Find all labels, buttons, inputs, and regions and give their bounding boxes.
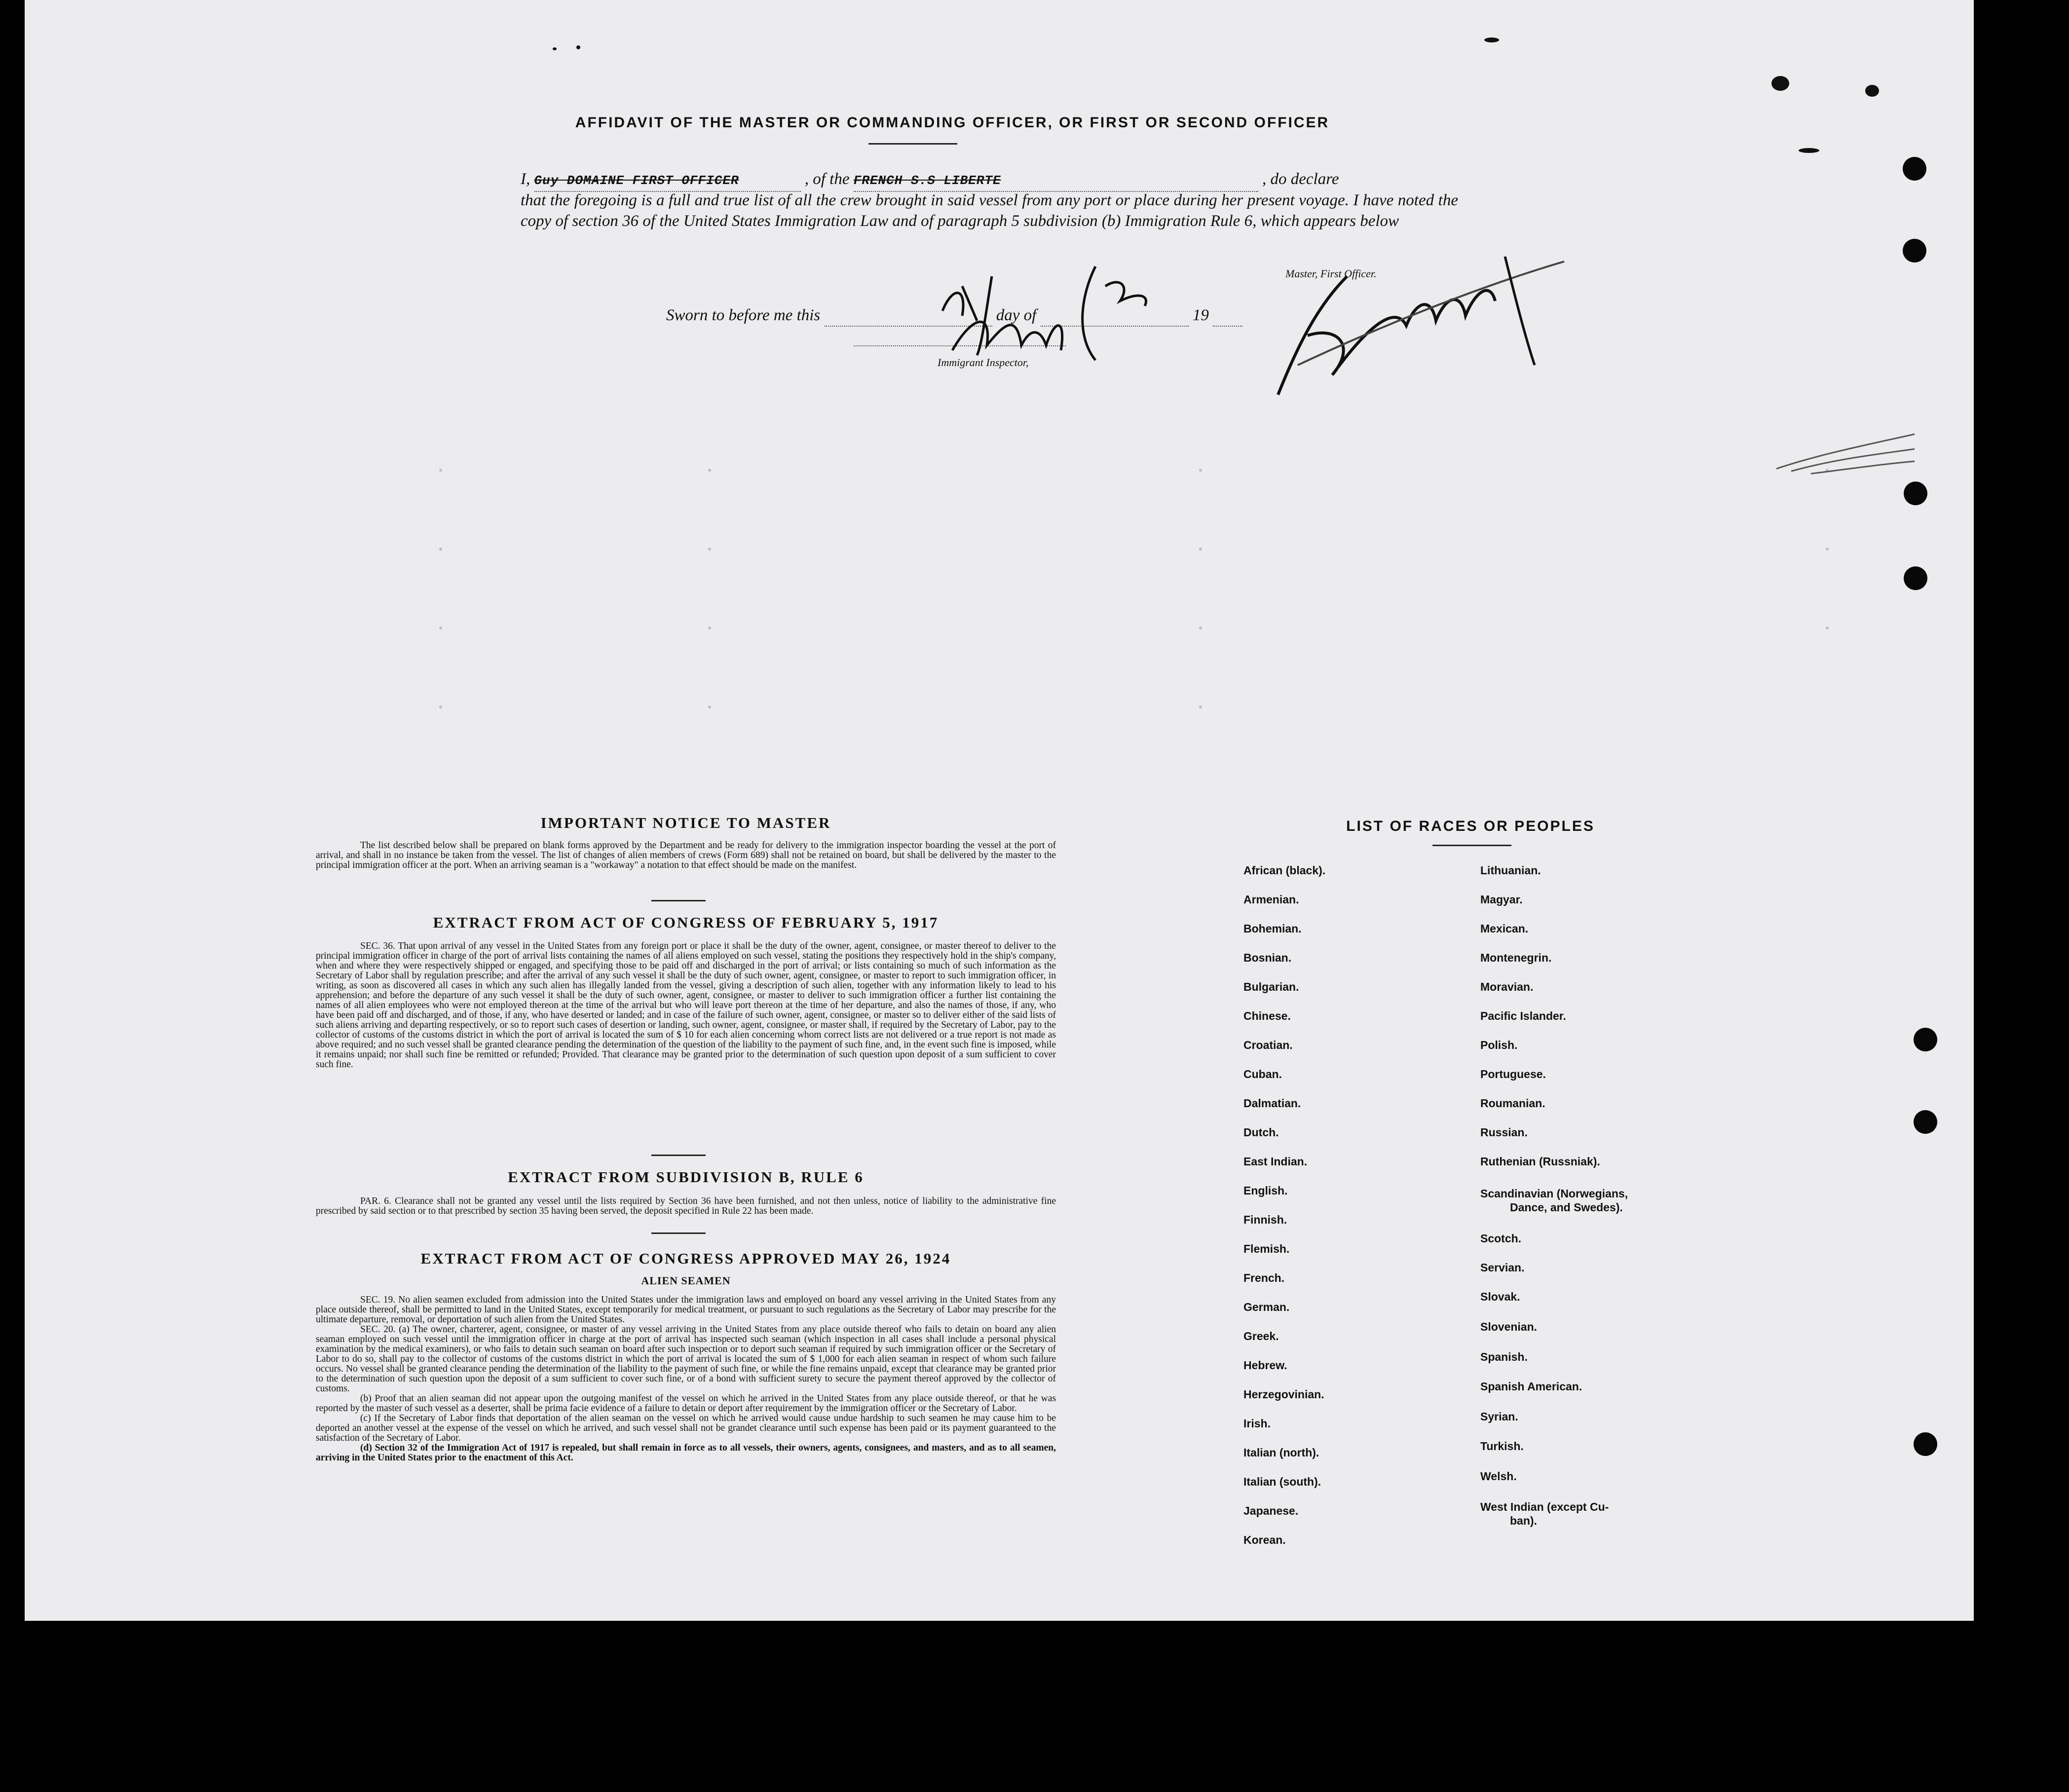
race-right-item: Servian. [1480, 1261, 1525, 1274]
binder-hole [1914, 1028, 1937, 1051]
race-left-item: Irish. [1243, 1417, 1271, 1430]
race-left-item: Italian (north). [1243, 1446, 1319, 1459]
margin-dot [439, 706, 442, 709]
alien-seamen-subtitle: ALIEN SEAMEN [641, 1274, 731, 1287]
margin-dot [439, 627, 442, 630]
race-left-item: English. [1243, 1184, 1288, 1197]
race-right-item: Pacific Islander. [1480, 1009, 1566, 1022]
race-left-item: Bosnian. [1243, 951, 1292, 964]
race-left-item: Croatian. [1243, 1039, 1293, 1051]
ink-speck [553, 47, 557, 50]
race-left-item: Bulgarian. [1243, 980, 1299, 993]
race-right-item: Montenegrin. [1480, 951, 1552, 964]
title-underline [868, 143, 957, 145]
handwritten-officer-signature [1258, 247, 1579, 405]
ink-speck [1865, 85, 1879, 97]
race-left-item: Hebrew. [1243, 1359, 1287, 1372]
race-left-item: Chinese. [1243, 1009, 1291, 1022]
race-right-item: Spanish American. [1480, 1380, 1582, 1393]
officer-name: Guy DOMAINE FIRST OFFICER [534, 173, 739, 188]
margin-dot [439, 469, 442, 472]
race-right-item: Portuguese. [1480, 1068, 1546, 1081]
inspector-label: Immigrant Inspector, [938, 356, 1029, 369]
extract-1924-title: EXTRACT FROM ACT OF CONGRESS APPROVED MAY 26, 1924 [420, 1250, 951, 1267]
subdivision-text [316, 1196, 1056, 1216]
officer-signature-label: Master, First Officer. [1285, 267, 1377, 280]
margin-dot [1199, 469, 1202, 472]
binder-hole [1904, 482, 1927, 505]
binder-hole [1903, 239, 1926, 262]
affidavit-title: AFFIDAVIT OF THE MASTER OR COMMANDING OFFICER, OR FIRST OR SECOND OFFICER [575, 114, 1330, 131]
handwritten-day-signature [933, 257, 1160, 370]
margin-dot [708, 627, 711, 630]
pencil-marks [1771, 424, 1919, 484]
race-left-item: Dutch. [1243, 1126, 1279, 1139]
section-20b-paragraph: (b) Proof that an alien seaman did not appear upon the outgoing manifest of the vessel on which he arrived in the United States from any place outside thereof, or that he was reported by the master of such vessel as a deserter, shall be prima facie evidence of a failure to detain or deport after requirement by the immigration officer or the Secretary of Labor. [316, 1393, 1056, 1414]
race-right-item: Ruthenian (Russniak). [1480, 1155, 1600, 1168]
declaration-body: that the foregoing is a full and true list of all the crew brought in said vessel from any port or place during her present voyage. I have noted the copy of section 36 of the United States Immigration Law and of paragraph 5 subdivision (b) Immigration Rule 6, which appears below [521, 191, 1458, 230]
sworn-before-label: Sworn to before me this [666, 306, 821, 324]
notice-text [316, 841, 1056, 870]
declaration-do-declare: , do declare [1262, 170, 1339, 188]
sworn-year-field [1213, 305, 1242, 327]
day-of-label: day of [996, 306, 1037, 324]
race-left-item: German. [1243, 1301, 1290, 1313]
race-left-item: Dalmatian. [1243, 1097, 1301, 1110]
race-right-item: Syrian. [1480, 1410, 1518, 1423]
section-36-paragraph: SEC. 36. That upon arrival of any vessel in the United States from any foreign port or place it shall be the duty of the owner, agent, consignee, or master thereof to deliver to the principal immigration officer in charge of the port of arrival lists containing the names of all aliens employed on such vessel, stating the positions they respectively hold in the ship's company, when and where they were respectively shipped or engaged, and specifying those to be paid off and discharged in the port of arrival; or lists containing so much of such information as the Secretary of Labor shall by regulation prescribe; and after the arrival of any such vessel it shall be the duty of such owner, agent, consignee, or master to report to such immigration officer, in writing, as soon as discovered all cases in which any such alien has illegally landed from the vessel, giving a description of such alien, together with any information likely to lead to his apprehension; and before the departure of any such vessel it shall be the duty of such owner, agent, consignee, or master to deliver to such immigration officer a further list containing the names of all alien employees who were not employed thereon at the time of the arrival but who will leave port thereon at the time of her departure, and also the names of those, if any, who have been paid off and discharged, and of those, if any, who have deserted or landed; and in case of the failure of such owner, agent, consignee, or master so to deliver either of the said lists of such aliens arriving and departing respectively, or so to report such cases of desertion or landing, such owner, agent, consignee, or master shall, if required by the Secretary of Labor, pay to the collector of customs of the customs district in which the port of arrival is located the sum of $ 10 for each alien concerning whom correct lists are not delivered or a true report is not made as above required; and no such vessel shall be granted clearance pending the determination of the question of the liability to the payment of such fine, and, in the event such fine is imposed, while it remains unpaid; nor shall such fine be remitted or refunded; Provided. That clearance may be granted prior to the determination of such question upon deposit of a sum sufficient to cover such fine. [316, 941, 1056, 1070]
race-left-item: French. [1243, 1271, 1285, 1284]
race-left-item: Herzegovinian. [1243, 1388, 1324, 1401]
race-right-item: Spanish. [1480, 1350, 1528, 1363]
margin-dot [1199, 627, 1202, 630]
race-right-item: Magyar. [1480, 893, 1523, 906]
race-right-item: Lithuanian. [1480, 864, 1541, 877]
binder-hole [1914, 1110, 1937, 1134]
race-right-item: Polish. [1480, 1039, 1518, 1051]
margin-dot [439, 548, 442, 551]
margin-dot [708, 469, 711, 472]
binder-hole [1904, 566, 1927, 590]
section-19-paragraph: SEC. 19. No alien seamen excluded from admission into the United States under the immigration laws and employed on board any vessel arriving in the United States from any place outside thereof, shall be permitted to land in the United States, except temporarily for medical treatment, or pursuant to such regulations as the Secretary of Labor may prescribe for the ultimate departure, removal, or deportation of such alien from the United States. [316, 1295, 1056, 1325]
race-right-item: Moravian. [1480, 980, 1534, 993]
notice-title: IMPORTANT NOTICE TO MASTER [540, 814, 831, 831]
race-right-item: Mexican. [1480, 922, 1529, 935]
subdivision-title: EXTRACT FROM SUBDIVISION B, RULE 6 [508, 1168, 864, 1186]
ink-speck [1799, 148, 1819, 153]
ink-speck [576, 45, 580, 49]
document-sheet [25, 0, 1974, 1621]
race-left-item: Armenian. [1243, 893, 1299, 906]
race-right-item: Slovak. [1480, 1290, 1520, 1303]
ink-speck [1771, 76, 1789, 91]
race-right-item: Dance, and Swedes). [1510, 1201, 1623, 1214]
declaration-of-the: , of the [804, 170, 850, 188]
race-left-item: African (black). [1243, 864, 1326, 877]
section-20c-paragraph: (c) If the Secretary of Labor finds that deportation of the alien seaman on the vessel on which he arrived would cause undue hardship to such seamen he may cause him to be deported an another vessel at the expense of the vessel on which he arrived, and such vessel shall not be grandet clearance until such expense has been paid or its payment guaranteed to the satisfaction of the Secretary of Labor. [316, 1413, 1056, 1443]
extract-1917-text [316, 941, 1056, 1070]
race-right-item: Welsh. [1480, 1470, 1517, 1483]
margin-dot [1826, 627, 1829, 630]
race-right-item: Scotch. [1480, 1232, 1522, 1245]
officer-name-field [534, 169, 801, 192]
extract-1924-text [316, 1295, 1056, 1463]
race-right-item: West Indian (except Cu- [1480, 1500, 1609, 1513]
race-left-item: Flemish. [1243, 1242, 1290, 1255]
race-left-item: Finnish. [1243, 1213, 1287, 1226]
race-right-item: Slovenian. [1480, 1320, 1538, 1333]
race-right-item: ban). [1510, 1514, 1537, 1527]
race-right-item: Roumanian. [1480, 1097, 1545, 1110]
margin-dot [708, 548, 711, 551]
margin-dot [708, 706, 711, 709]
race-right-item: Turkish. [1480, 1440, 1524, 1453]
notice-paragraph: The list described below shall be prepared on blank forms approved by the Department and be ready for delivery to the immigration inspector boarding the vessel at the port of arrival, and shall in no instance be taken from the vessel. The list of changes of alien members of crews (Form 689) shall not be retained on board, but shall be delivered by the master to the principal immigration officer at the port. When an arriving seaman is a "workaway" a notation to that effect should be made on the manifest. [316, 840, 1056, 870]
margin-dot [1826, 548, 1829, 551]
declaration-line [521, 169, 1458, 192]
section-rule [651, 1155, 706, 1156]
vessel-name: FRENCH S.S LIBERTE [853, 173, 1001, 188]
extract-1917-title: EXTRACT FROM ACT OF CONGRESS OF FEBRUARY 5, 1917 [433, 914, 939, 931]
ink-speck [1484, 37, 1499, 42]
race-left-item: Bohemian. [1243, 922, 1302, 935]
race-right-item: Scandinavian (Norwegians, [1480, 1187, 1628, 1200]
paragraph-6: PAR. 6. Clearance shall not be granted any vessel until the lists required by Section 36 have been furnished, and not then unless, notice of liability to the administrative fine prescribed by said section or to that prescribed by section 35 having been served, the deposit specified in Rule 22 has been made. [316, 1196, 1056, 1216]
binder-hole [1914, 1432, 1937, 1456]
section-20d-paragraph: (d) Section 32 of the Immigration Act of 1917 is repealed, but shall remain in force as to all vessels, their owners, agents, consignees, and masters, and as to all seamen, arriving in the United States prior to the enactment of this Act. [316, 1443, 1056, 1463]
year-prefix: 19 [1192, 306, 1209, 324]
race-right-item: Russian. [1480, 1126, 1528, 1139]
race-left-item: Cuban. [1243, 1068, 1282, 1081]
races-title-underline [1432, 845, 1511, 846]
declaration-i: I, [521, 170, 530, 188]
margin-dot [1199, 706, 1202, 709]
races-title: LIST OF RACES OR PEOPLES [1346, 818, 1595, 834]
section-rule [651, 1232, 706, 1234]
section-20a-paragraph: SEC. 20. (a) The owner, charterer, agent, consignee, or master of any vessel arriving in the United States from any place outside thereof who fails to detain on board any alien seaman employed on such vessel until the immigration officer in charge at the port of arrival has inspected such seaman (which inspection in all cases shall include a personal physical examination by the medical examiners), or who fails to detain such seaman on board after such inspection or to deport such seaman if required by such immigration officer or the Secretary of Labor to do so, shall pay to the collector of customs of the customs district in which the port of arrival is located the sum of $ 1,000 for each alien seaman in respect of whom such failure occurs. No vessel shall be granted clearance pending the determination of the liability to the payment of such fine, or while the fine remains unpaid, except that clearance may be granted prior to the determination of such question upon the deposit of a sum sufficient to cover such fine, or of a bond with sufficient surety to secure the payment thereof approved by the collector of customs. [316, 1324, 1056, 1394]
race-left-item: East Indian. [1243, 1155, 1308, 1168]
race-left-item: Korean. [1243, 1533, 1286, 1546]
section-rule [651, 900, 706, 901]
race-left-item: Italian (south). [1243, 1475, 1321, 1488]
vessel-name-field [854, 169, 1258, 192]
margin-dot [1199, 548, 1202, 551]
binder-hole [1903, 157, 1926, 181]
race-left-item: Greek. [1243, 1330, 1279, 1343]
race-left-item: Japanese. [1243, 1504, 1299, 1517]
